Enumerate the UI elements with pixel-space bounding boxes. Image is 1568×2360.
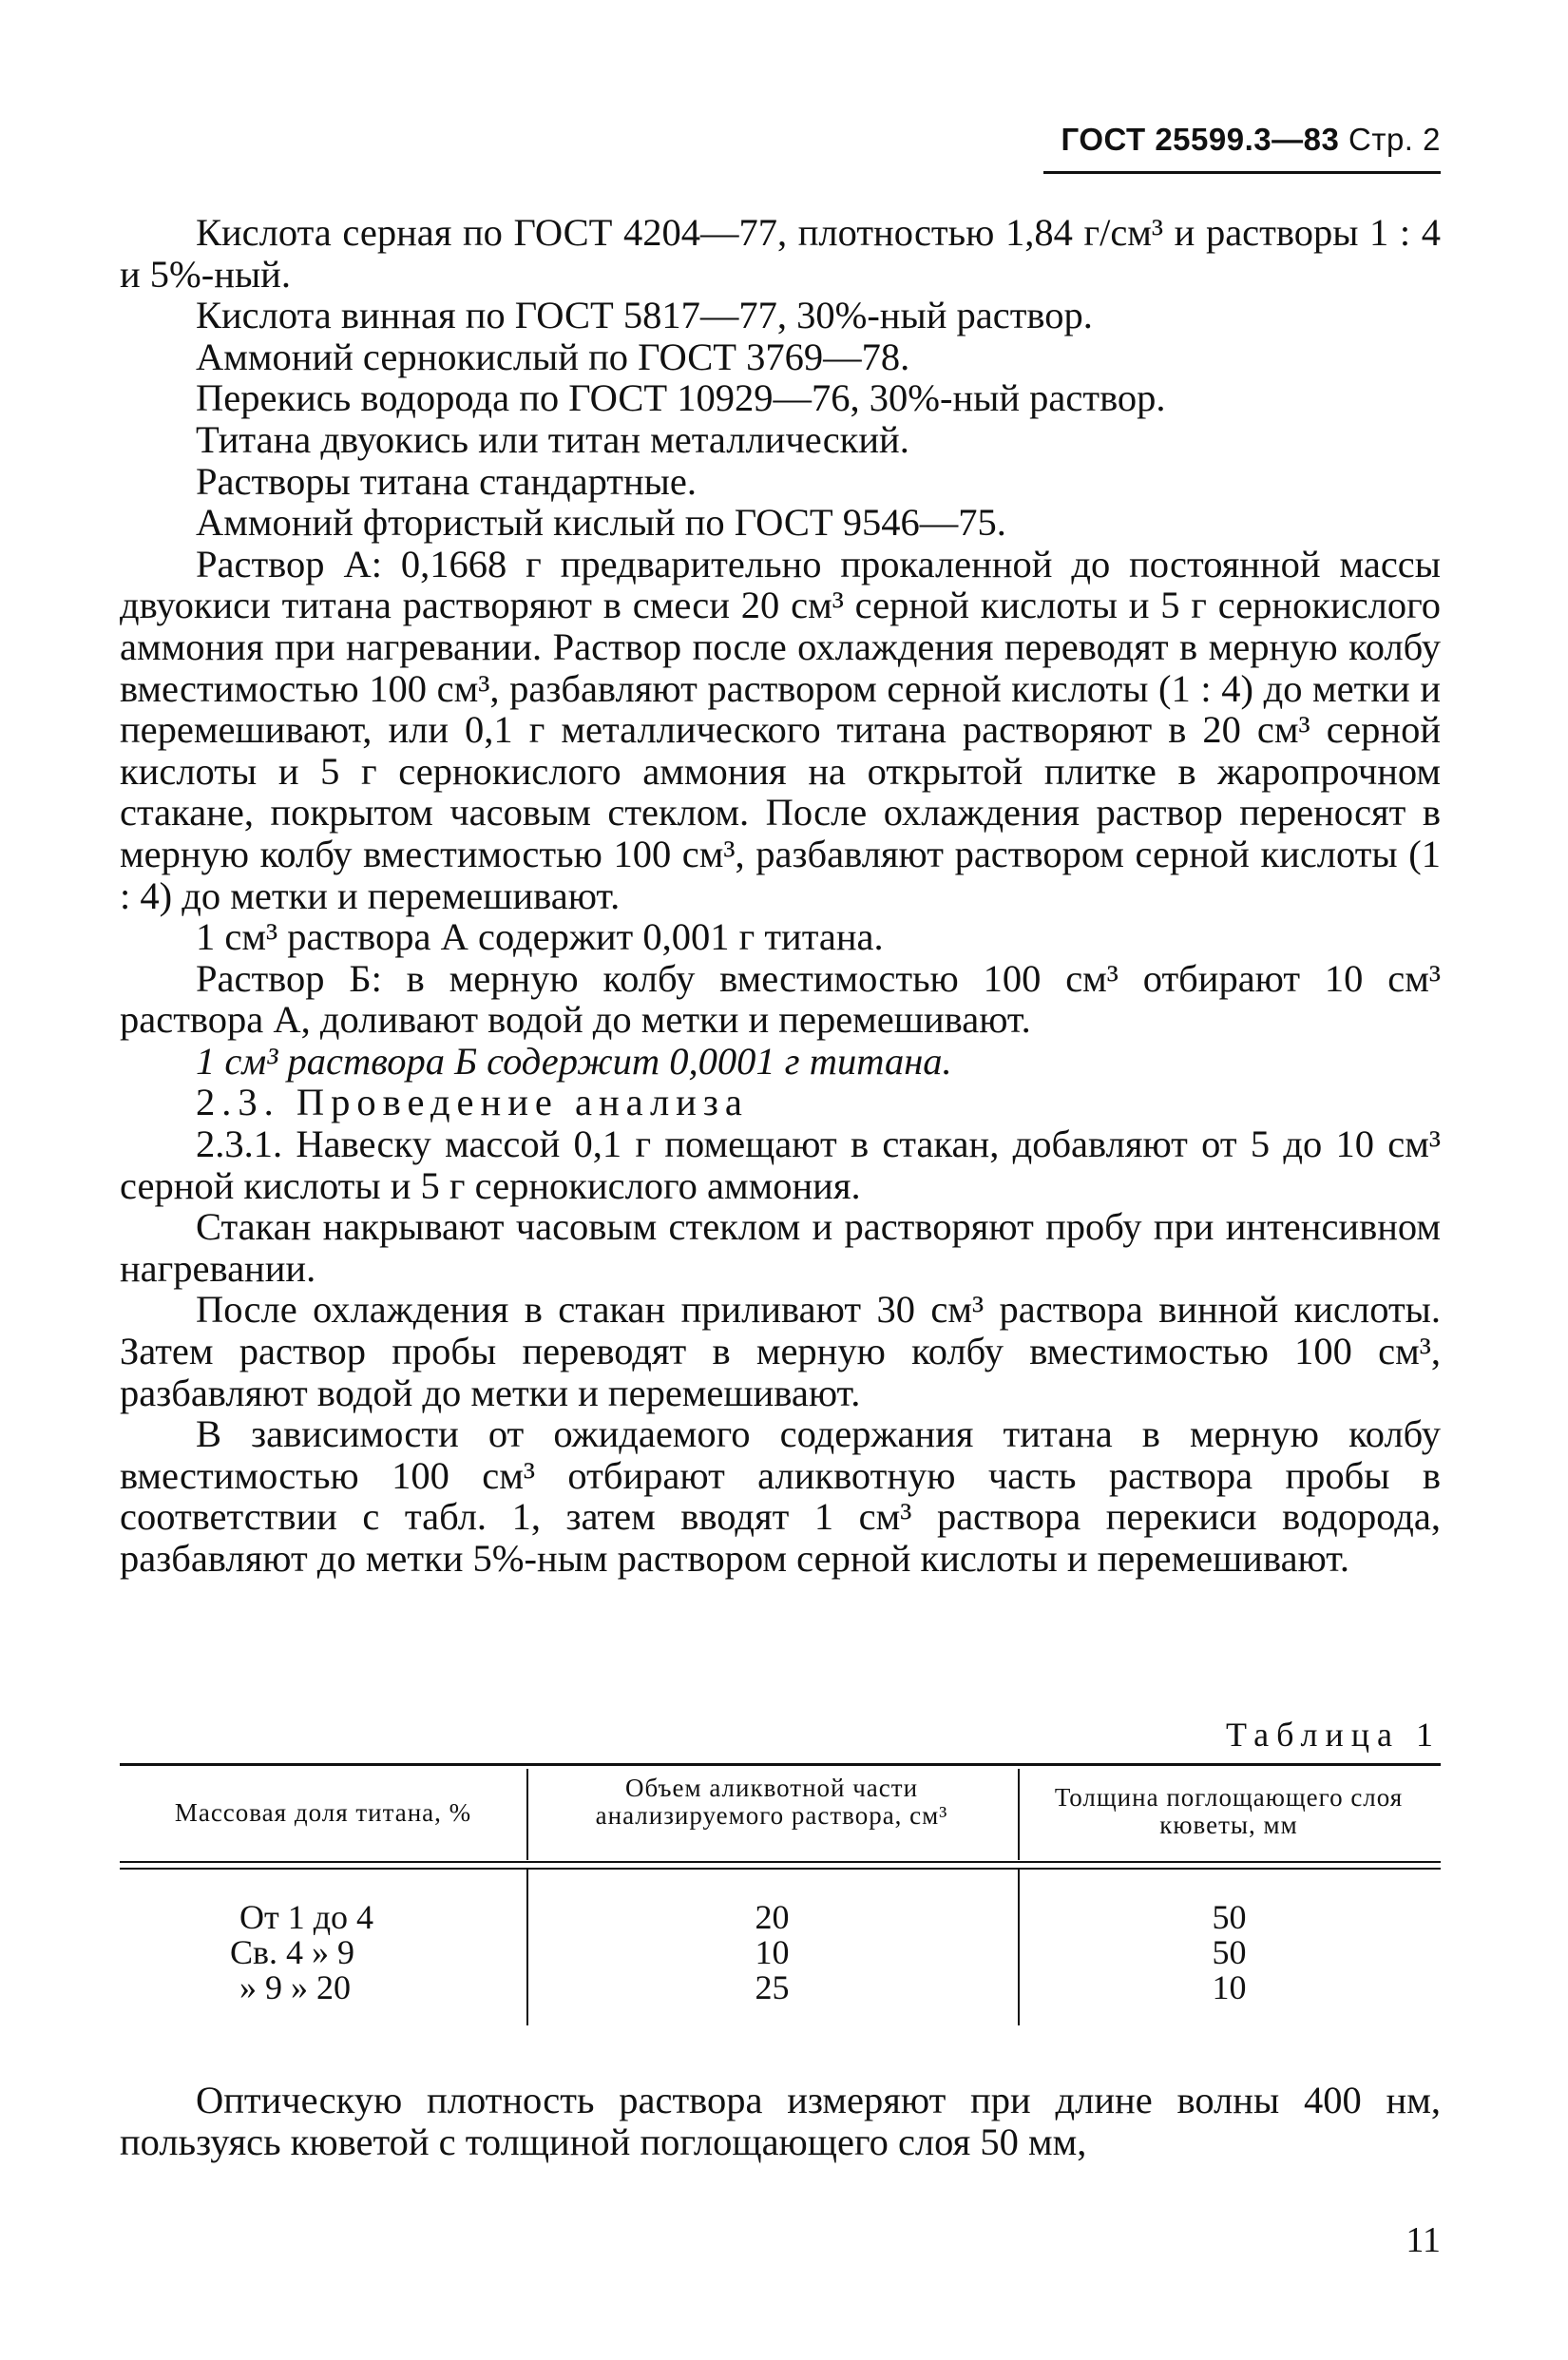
page-label: Стр. 2 [1348,122,1441,157]
table-cell: 20 [755,1898,790,1936]
header-rule [1043,171,1441,174]
page-number: 11 [1405,2220,1441,2260]
section-heading [120,1082,1441,1123]
paragraph: 2.3.1. Навеску массой 0,1 г помещают в стакан, добавляют от 5 до 10 см³ серной кислоты и 5 г сернокислого аммония. [120,1122,1441,1207]
table-cell: 10 [755,1933,790,1971]
table-cell: 50 [1212,1898,1247,1936]
body-text [120,212,1441,1580]
paragraph: Кислота серная по ГОСТ 4204—77, плотностью 1,84 г/см³ и растворы 1 : 4 и 5%-ный. [120,211,1441,296]
table-cell: 50 [1212,1933,1247,1971]
paragraph: Раствор Б: в мерную колбу вместимостью 100 см³ отбирают 10 см³ раствора А, доливают водой до метки и перемешивают. [120,956,1441,1042]
table-cell: 10 [1212,1968,1247,2006]
continuation-text [120,2080,1441,2162]
section-heading-text: 2.3. Проведение анализа [196,1081,749,1124]
standard-number: ГОСТ 25599.3—83 [1061,122,1340,157]
col-header-volume: Объем аликвотной части анализируемого раствора, см³ [595,1774,948,1830]
paragraph: Растворы титана стандартные. [196,459,697,503]
paragraph: Раствор А: 0,1668 г предварительно прокаленной до постоянной массы двуокиси титана растворяют в смеси 20 см³ серной кислоты и 5 г сернокислого аммония при нагревании. Раствор после охлаждения переводят в мерную колбу вместимостью 100 см³, разбавляют раствором серной кислоты (1 : 4) до метки и перемешивают, или 0,1 г металлического титана растворяют в 20 см³ серной кислоты и 5 г сернокислого аммония на открытой плитке в жаропрочном стакане, покрытом часовым стеклом. После охлаждения раствор переносят в мерную колбу вместимостью 100 см³, разбавляют раствором серной кислоты (1 : 4) до метки и перемешивают. [120,542,1441,917]
paragraph-italic: 1 см³ раствора Б содержит 0,0001 г титана. [196,1039,952,1083]
paragraph: Титана двуокись или титан металлический. [196,417,909,461]
paragraph: После охлаждения в стакан приливают 30 см³ раствора винной кислоты. Затем раствор пробы переводят в мерную колбу вместимостью 100 см³, разбавляют водой до метки и перемешивают. [120,1288,1441,1414]
table-cell: 25 [755,1968,790,2006]
col-divider [1018,1769,1020,1860]
paragraph: Оптическую плотность раствора измеряют при длине волны 400 нм, пользуясь кюветой с толщиной поглощающего слоя 50 мм, [120,2079,1441,2163]
paragraph: В зависимости от ожидаемого содержания титана в мерную колбу вместимостью 100 см³ отбирают аликвотную часть раствора пробы в соответствии с табл. 1, затем вводят 1 см³ раствора перекиси водорода, разбавляют до метки 5%-ным раствором серной кислоты и перемешивают. [120,1412,1441,1580]
running-header [1043,122,1441,158]
col-header-mass: Массовая доля титана, % [174,1798,472,1827]
paragraph: Кислота винная по ГОСТ 5817—77, 30%-ный раствор. [196,294,1093,337]
paragraph: Перекись водорода по ГОСТ 10929—76, 30%-ный раствор. [196,376,1166,420]
header-rule-1 [120,1861,1441,1863]
table-cell: От 1 до 4 [239,1898,374,1936]
table-cell: » 9 » 20 [239,1968,351,2006]
paragraph: Стакан накрывают часовым стеклом и растворяют пробу при интенсивном нагревании. [120,1205,1441,1290]
header-rule-2 [120,1868,1441,1870]
table-cell: Св. 4 » 9 [230,1933,355,1971]
data-table [120,1763,1441,2029]
paragraph: 1 см³ раствора А содержит 0,001 г титана. [196,915,884,959]
paragraph: Аммоний фтористый кислый по ГОСТ 9546—75. [196,501,1006,545]
table-caption: Таблица 1 [1226,1716,1441,1754]
col-divider [526,1769,528,1860]
paragraph: Аммоний сернокислый по ГОСТ 3769—78. [196,335,910,378]
col-header-thickness: Толщина поглощающего слоя кюветы, мм [1054,1783,1404,1839]
table-top-rule [120,1763,1441,1766]
